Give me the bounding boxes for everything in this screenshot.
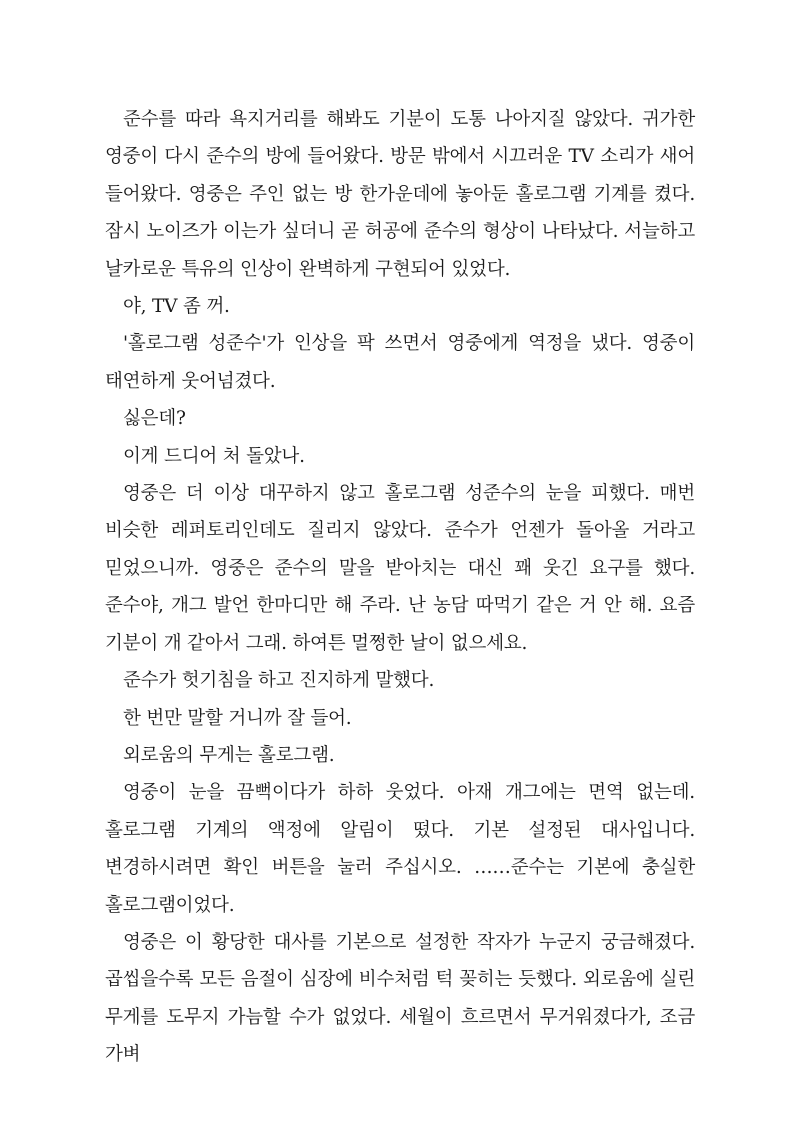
paragraph: 준수가 헛기침을 하고 진지하게 말했다. (123, 670, 435, 692)
paragraph: 한 번만 말할 거니까 잘 들어. (123, 707, 352, 729)
body-text (105, 101, 695, 1074)
paragraph: 이게 드디어 처 돌았나. (123, 445, 305, 467)
paragraph: 싫은데? (123, 408, 186, 430)
paragraph: '홀로그램 성준수'가 인상을 팍 쓰면서 영중에게 역정을 냈다. 영중이 태연하게 웃어넘겼다. (105, 333, 695, 392)
paragraph: 영중은 이 황당한 대사를 기본으로 설정한 작자가 누군지 궁금해졌다. 곱씹을수록 모든 음절이 심장에 비수처럼 턱 꽂히는 듯했다. 외로움에 실린 무게를 도무지 가늠할 수가 없었다. 세월이 흐르면서 무거워졌다가, 조금 가벼 (105, 931, 695, 1066)
paragraph: 영중이 눈을 끔뻑이다가 하하 웃었다. 아재 개그에는 면역 없는데. 홀로그램 기계의 액정에 알림이 떴다. 기본 설정된 대사입니다. 변경하시려면 확인 버튼을 눌러 주십시오. ……준수는 기본에 충실한 홀로그램이었다. (105, 782, 695, 916)
paragraph: 영중은 더 이상 대꾸하지 않고 홀로그램 성준수의 눈을 피했다. 매번 비슷한 레퍼토리인데도 질리지 않았다. 준수가 언젠가 돌아올 거라고 믿었으니까. 영중은 준수의 말을 받아치는 대신 꽤 웃긴 요구를 했다. 준수야, 개그 발언 한마디만 해 주라. 난 농담 따먹기 같은 거 안 해. 요즘 기분이 개 같아서 그래. 하여튼 멀쩡한 날이 없으세요. (105, 483, 695, 654)
paragraph: 준수를 따라 욕지거리를 해봐도 기분이 도통 나아지질 않았다. 귀가한 영중이 다시 준수의 방에 들어왔다. 방문 밖에서 시끄러운 TV 소리가 새어 들어왔다. 영중은 주인 없는 방 한가운데에 놓아둔 홀로그램 기계를 켰다. 잠시 노이즈가 이는가 싶더니 곧 허공에 준수의 형상이 나타났다. 서늘하고 날카로운 특유의 인상이 완벽하게 구현되어 있었다. (105, 109, 695, 280)
paragraph: 야, TV 좀 꺼. (123, 296, 230, 318)
paragraph: 외로움의 무게는 홀로그램. (123, 744, 335, 766)
